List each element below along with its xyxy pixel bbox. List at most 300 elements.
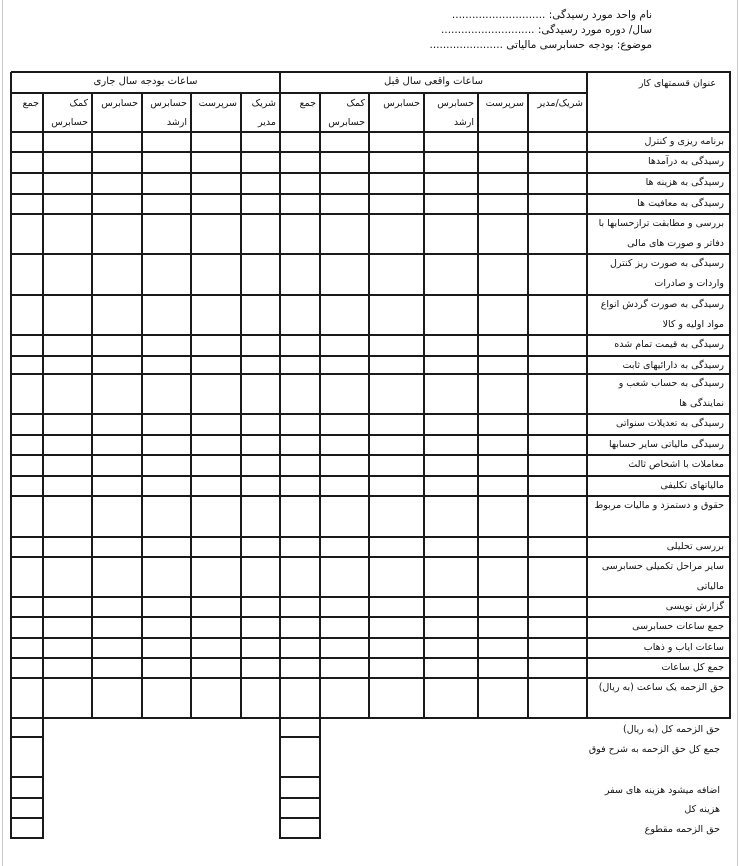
row-label: رسیدگی به هزینه ها (645, 177, 724, 188)
table-cell[interactable] (321, 497, 368, 536)
group-header-previous-year: ساعات واقعی سال قبل (384, 76, 483, 87)
table-cell[interactable] (192, 558, 240, 596)
table-cell[interactable] (12, 618, 42, 637)
table-cell[interactable] (321, 598, 368, 616)
table-cell[interactable] (93, 336, 141, 355)
table-cell[interactable] (321, 659, 368, 677)
table-cell[interactable] (479, 497, 527, 536)
row-label: ساعات ایاب و ذهاب (643, 642, 724, 653)
table-cell[interactable] (370, 679, 423, 717)
table-cell[interactable] (321, 153, 368, 172)
table-cell[interactable] (479, 215, 527, 253)
table-cell[interactable] (529, 174, 586, 193)
table-cell[interactable] (12, 133, 42, 151)
table-cell[interactable] (192, 133, 240, 151)
table-cell[interactable] (425, 255, 477, 294)
table-cell[interactable] (281, 456, 319, 475)
table-cell[interactable] (529, 415, 586, 434)
table-cell[interactable] (370, 618, 423, 637)
table-cell[interactable] (479, 336, 527, 355)
table-cell[interactable] (281, 296, 319, 334)
table-cell[interactable] (242, 215, 279, 253)
table-cell[interactable] (281, 195, 319, 213)
grid-line-h (280, 837, 321, 839)
table-cell[interactable] (321, 639, 368, 657)
table-cell[interactable] (321, 174, 368, 193)
table-cell[interactable] (370, 195, 423, 213)
table-cell[interactable] (12, 255, 42, 294)
table-cell[interactable] (321, 477, 368, 495)
table-cell[interactable] (321, 255, 368, 294)
table-cell[interactable] (529, 215, 586, 253)
table-cell[interactable] (192, 639, 240, 657)
table-cell[interactable] (281, 639, 319, 657)
table-cell[interactable] (529, 357, 586, 373)
table-cell[interactable] (242, 659, 279, 677)
table-cell[interactable] (12, 497, 42, 536)
table-cell[interactable] (143, 415, 190, 434)
table-cell[interactable] (12, 436, 42, 454)
table-cell[interactable] (479, 153, 527, 172)
table-cell[interactable] (425, 497, 477, 536)
table-cell[interactable] (192, 296, 240, 334)
table-cell[interactable] (44, 538, 91, 556)
table-cell[interactable] (12, 558, 42, 596)
table-cell[interactable] (370, 336, 423, 355)
table-cell[interactable] (425, 456, 477, 475)
table-cell[interactable] (44, 375, 91, 413)
table-cell[interactable] (93, 357, 141, 373)
table-cell[interactable] (93, 659, 141, 677)
table-cell[interactable] (281, 153, 319, 172)
table-cell[interactable] (370, 598, 423, 616)
table-cell[interactable] (192, 598, 240, 616)
table-cell[interactable] (93, 618, 141, 637)
table-cell[interactable] (242, 639, 279, 657)
table-cell[interactable] (192, 436, 240, 454)
column-header-previous: حسابرس ارشد (437, 98, 474, 128)
table-cell[interactable] (529, 296, 586, 334)
table-cell[interactable] (44, 558, 91, 596)
table-cell[interactable] (93, 215, 141, 253)
row-label: رسیدگی مالیاتی سایر حسابها (608, 439, 724, 450)
table-cell[interactable] (529, 679, 586, 717)
table-cell[interactable] (425, 598, 477, 616)
footer-cell-previous[interactable] (281, 819, 319, 837)
table-cell[interactable] (479, 436, 527, 454)
table-cell[interactable] (12, 415, 42, 434)
table-cell[interactable] (93, 436, 141, 454)
table-cell[interactable] (93, 456, 141, 475)
table-cell[interactable] (242, 679, 279, 717)
table-cell[interactable] (143, 456, 190, 475)
table-cell[interactable] (321, 375, 368, 413)
table-cell[interactable] (44, 153, 91, 172)
table-cell[interactable] (479, 296, 527, 334)
table-cell[interactable] (44, 477, 91, 495)
table-cell[interactable] (143, 255, 190, 294)
footer-cell-previous[interactable] (281, 799, 319, 817)
table-cell[interactable] (143, 195, 190, 213)
table-cell[interactable] (425, 415, 477, 434)
table-cell[interactable] (425, 639, 477, 657)
table-cell[interactable] (321, 679, 368, 717)
table-cell[interactable] (321, 436, 368, 454)
table-cell[interactable] (44, 357, 91, 373)
table-cell[interactable] (12, 456, 42, 475)
table-cell[interactable] (479, 415, 527, 434)
table-cell[interactable] (321, 357, 368, 373)
row-label: برنامه ریزی و کنترل (644, 136, 724, 147)
table-cell[interactable] (370, 133, 423, 151)
table-cell[interactable] (242, 153, 279, 172)
table-cell[interactable] (425, 215, 477, 253)
table-cell[interactable] (370, 538, 423, 556)
table-cell[interactable] (242, 598, 279, 616)
table-cell[interactable] (93, 477, 141, 495)
table-cell[interactable] (281, 558, 319, 596)
table-cell[interactable] (242, 255, 279, 294)
table-cell[interactable] (479, 639, 527, 657)
table-cell[interactable] (242, 538, 279, 556)
subject-blank[interactable]: ...................... (429, 39, 503, 51)
table-cell[interactable] (93, 679, 141, 717)
table-cell[interactable] (529, 153, 586, 172)
table-cell[interactable] (479, 538, 527, 556)
table-cell[interactable] (281, 538, 319, 556)
footer-cell-current[interactable] (12, 778, 42, 797)
row-label: رسیدگی به تعدیلات سنواتی (615, 418, 724, 429)
table-cell[interactable] (281, 477, 319, 495)
footer-cell-previous[interactable] (281, 719, 319, 736)
table-cell[interactable] (242, 415, 279, 434)
table-cell[interactable] (242, 436, 279, 454)
table-cell[interactable] (143, 133, 190, 151)
table-cell[interactable] (370, 477, 423, 495)
table-cell[interactable] (44, 215, 91, 253)
table-cell[interactable] (529, 618, 586, 637)
table-cell[interactable] (321, 618, 368, 637)
table-cell[interactable] (143, 215, 190, 253)
period-blank[interactable]: ............................ (441, 24, 535, 36)
row-label: رسیدگی به درآمدها (647, 156, 724, 167)
table-cell[interactable] (321, 133, 368, 151)
table-cell[interactable] (12, 153, 42, 172)
table-cell[interactable] (370, 659, 423, 677)
footer-cell-current[interactable] (12, 738, 42, 776)
table-cell[interactable] (143, 296, 190, 334)
table-cell[interactable] (425, 436, 477, 454)
table-cell[interactable] (93, 255, 141, 294)
table-cell[interactable] (242, 195, 279, 213)
table-cell[interactable] (44, 497, 91, 536)
table-cell[interactable] (143, 538, 190, 556)
table-cell[interactable] (93, 538, 141, 556)
table-cell[interactable] (143, 679, 190, 717)
table-cell[interactable] (192, 255, 240, 294)
table-cell[interactable] (321, 415, 368, 434)
table-cell[interactable] (425, 336, 477, 355)
row-label: معاملات با اشخاص ثالث (628, 459, 724, 470)
table-cell[interactable] (44, 415, 91, 434)
table-cell[interactable] (529, 133, 586, 151)
column-header-current: شریک مدیر (251, 98, 276, 128)
table-cell[interactable] (143, 558, 190, 596)
table-cell[interactable] (192, 215, 240, 253)
unit-name-blank[interactable]: ............................ (451, 9, 546, 21)
table-cell[interactable] (44, 195, 91, 213)
subject-label: موضوع: بودجه حسابرسی مالیاتی (506, 39, 652, 51)
table-cell[interactable] (281, 598, 319, 616)
table-cell[interactable] (529, 436, 586, 454)
table-cell[interactable] (321, 215, 368, 253)
table-cell[interactable] (12, 598, 42, 616)
table-cell[interactable] (321, 558, 368, 596)
table-cell[interactable] (192, 477, 240, 495)
table-cell[interactable] (425, 174, 477, 193)
table-cell[interactable] (143, 153, 190, 172)
table-cell[interactable] (93, 133, 141, 151)
table-cell[interactable] (425, 618, 477, 637)
table-cell[interactable] (93, 375, 141, 413)
footer-cell-current[interactable] (12, 719, 42, 736)
table-cell[interactable] (12, 659, 42, 677)
table-cell[interactable] (479, 255, 527, 294)
table-cell[interactable] (242, 456, 279, 475)
table-cell[interactable] (479, 195, 527, 213)
table-cell[interactable] (192, 336, 240, 355)
table-cell[interactable] (12, 195, 42, 213)
table-cell[interactable] (192, 497, 240, 536)
table-cell[interactable] (281, 415, 319, 434)
table-cell[interactable] (370, 296, 423, 334)
table-cell[interactable] (12, 639, 42, 657)
table-cell[interactable] (93, 195, 141, 213)
table-cell[interactable] (12, 375, 42, 413)
table-cell[interactable] (529, 558, 586, 596)
table-cell[interactable] (143, 436, 190, 454)
table-cell[interactable] (143, 639, 190, 657)
footer-cell-current[interactable] (12, 799, 42, 817)
table-cell[interactable] (370, 215, 423, 253)
table-cell[interactable] (93, 598, 141, 616)
table-cell[interactable] (529, 456, 586, 475)
table-cell[interactable] (370, 436, 423, 454)
table-cell[interactable] (425, 153, 477, 172)
table-cell[interactable] (425, 375, 477, 413)
row-label: سایر مراحل تکمیلی حسابرسی مالیاتی (601, 561, 724, 592)
row-label: حق الزحمه یک ساعت (به ریال) (598, 682, 724, 693)
table-cell[interactable] (425, 538, 477, 556)
table-cell[interactable] (479, 558, 527, 596)
table-cell[interactable] (12, 679, 42, 717)
table-cell[interactable] (370, 357, 423, 373)
table-cell[interactable] (44, 456, 91, 475)
table-cell[interactable] (479, 477, 527, 495)
table-cell[interactable] (529, 659, 586, 677)
column-header-previous: کمک حسابرس (328, 98, 365, 128)
table-cell[interactable] (281, 215, 319, 253)
table-cell[interactable] (281, 618, 319, 637)
table-cell[interactable] (143, 174, 190, 193)
table-cell[interactable] (321, 456, 368, 475)
table-cell[interactable] (370, 639, 423, 657)
table-cell[interactable] (192, 195, 240, 213)
table-cell[interactable] (242, 133, 279, 151)
table-cell[interactable] (44, 659, 91, 677)
table-cell[interactable] (425, 558, 477, 596)
column-header-previous: جمع (299, 98, 316, 109)
table-cell[interactable] (479, 618, 527, 637)
table-cell[interactable] (370, 558, 423, 596)
table-cell[interactable] (479, 357, 527, 373)
table-cell[interactable] (192, 659, 240, 677)
table-cell[interactable] (479, 375, 527, 413)
table-cell[interactable] (242, 296, 279, 334)
grid-line-h (11, 837, 44, 839)
table-cell[interactable] (143, 357, 190, 373)
table-cell[interactable] (192, 174, 240, 193)
table-cell[interactable] (281, 336, 319, 355)
footer-cell-current[interactable] (12, 819, 42, 837)
table-cell[interactable] (242, 357, 279, 373)
table-cell[interactable] (143, 618, 190, 637)
table-cell[interactable] (12, 357, 42, 373)
table-cell[interactable] (281, 357, 319, 373)
footer-label: اضافه میشود هزینه های سفر (604, 785, 720, 796)
footer-cell-previous[interactable] (281, 738, 319, 776)
table-cell[interactable] (93, 174, 141, 193)
table-cell[interactable] (192, 415, 240, 434)
table-cell[interactable] (425, 477, 477, 495)
table-cell[interactable] (425, 659, 477, 677)
table-cell[interactable] (93, 415, 141, 434)
table-cell[interactable] (425, 195, 477, 213)
table-cell[interactable] (529, 195, 586, 213)
table-cell[interactable] (479, 679, 527, 717)
table-cell[interactable] (192, 618, 240, 637)
table-cell[interactable] (192, 375, 240, 413)
table-cell[interactable] (143, 598, 190, 616)
table-cell[interactable] (192, 357, 240, 373)
table-cell[interactable] (12, 477, 42, 495)
table-cell[interactable] (192, 456, 240, 475)
table-cell[interactable] (425, 679, 477, 717)
table-cell[interactable] (93, 153, 141, 172)
table-cell[interactable] (479, 174, 527, 193)
table-cell[interactable] (281, 436, 319, 454)
table-cell[interactable] (93, 497, 141, 536)
table-cell[interactable] (281, 174, 319, 193)
table-cell[interactable] (242, 558, 279, 596)
table-cell[interactable] (242, 174, 279, 193)
table-cell[interactable] (370, 174, 423, 193)
table-cell[interactable] (281, 133, 319, 151)
table-cell[interactable] (479, 456, 527, 475)
table-cell[interactable] (281, 679, 319, 717)
table-cell[interactable] (370, 456, 423, 475)
table-cell[interactable] (529, 598, 586, 616)
table-cell[interactable] (12, 336, 42, 355)
table-cell[interactable] (12, 296, 42, 334)
table-cell[interactable] (479, 133, 527, 151)
table-cell[interactable] (143, 375, 190, 413)
table-cell[interactable] (12, 215, 42, 253)
table-cell[interactable] (425, 357, 477, 373)
table-cell[interactable] (44, 255, 91, 294)
table-cell[interactable] (321, 336, 368, 355)
table-cell[interactable] (12, 538, 42, 556)
table-cell[interactable] (281, 497, 319, 536)
table-cell[interactable] (44, 436, 91, 454)
table-cell[interactable] (192, 679, 240, 717)
footer-cell-previous[interactable] (281, 778, 319, 797)
table-cell[interactable] (370, 255, 423, 294)
table-cell[interactable] (192, 153, 240, 172)
table-cell[interactable] (281, 255, 319, 294)
group-header-current-budget: ساعات بودجه سال جاری (93, 76, 198, 87)
table-cell[interactable] (370, 497, 423, 536)
row-label: گزارش نویسی (665, 601, 724, 612)
table-cell[interactable] (529, 497, 586, 536)
table-cell[interactable] (242, 375, 279, 413)
table-cell[interactable] (321, 538, 368, 556)
table-cell[interactable] (370, 153, 423, 172)
row-label: رسیدگی به قیمت تمام شده (614, 339, 724, 350)
table-cell[interactable] (143, 659, 190, 677)
table-cell[interactable] (242, 477, 279, 495)
table-cell[interactable] (242, 497, 279, 536)
table-cell[interactable] (321, 296, 368, 334)
table-cell[interactable] (192, 538, 240, 556)
table-cell[interactable] (44, 679, 91, 717)
table-cell[interactable] (529, 375, 586, 413)
table-cell[interactable] (44, 296, 91, 334)
table-cell[interactable] (370, 375, 423, 413)
table-cell[interactable] (529, 336, 586, 355)
table-cell[interactable] (44, 336, 91, 355)
table-cell[interactable] (44, 618, 91, 637)
table-cell[interactable] (529, 639, 586, 657)
table-cell[interactable] (425, 133, 477, 151)
table-cell[interactable] (281, 659, 319, 677)
table-cell[interactable] (242, 618, 279, 637)
table-cell[interactable] (242, 336, 279, 355)
row-label: رسیدگی به معافیت ها (637, 198, 724, 209)
table-cell[interactable] (529, 538, 586, 556)
table-cell[interactable] (44, 133, 91, 151)
table-cell[interactable] (12, 174, 42, 193)
table-cell[interactable] (321, 195, 368, 213)
column-header-current: حسابرس (101, 98, 138, 109)
table-cell[interactable] (93, 639, 141, 657)
table-cell[interactable] (93, 558, 141, 596)
table-cell[interactable] (143, 477, 190, 495)
table-cell[interactable] (143, 497, 190, 536)
table-cell[interactable] (479, 659, 527, 677)
table-cell[interactable] (370, 415, 423, 434)
table-cell[interactable] (93, 296, 141, 334)
table-cell[interactable] (529, 255, 586, 294)
table-cell[interactable] (44, 174, 91, 193)
table-cell[interactable] (44, 639, 91, 657)
table-cell[interactable] (425, 296, 477, 334)
table-cell[interactable] (479, 598, 527, 616)
table-cell[interactable] (143, 336, 190, 355)
table-cell[interactable] (44, 598, 91, 616)
table-cell[interactable] (281, 375, 319, 413)
table-cell[interactable] (529, 477, 586, 495)
